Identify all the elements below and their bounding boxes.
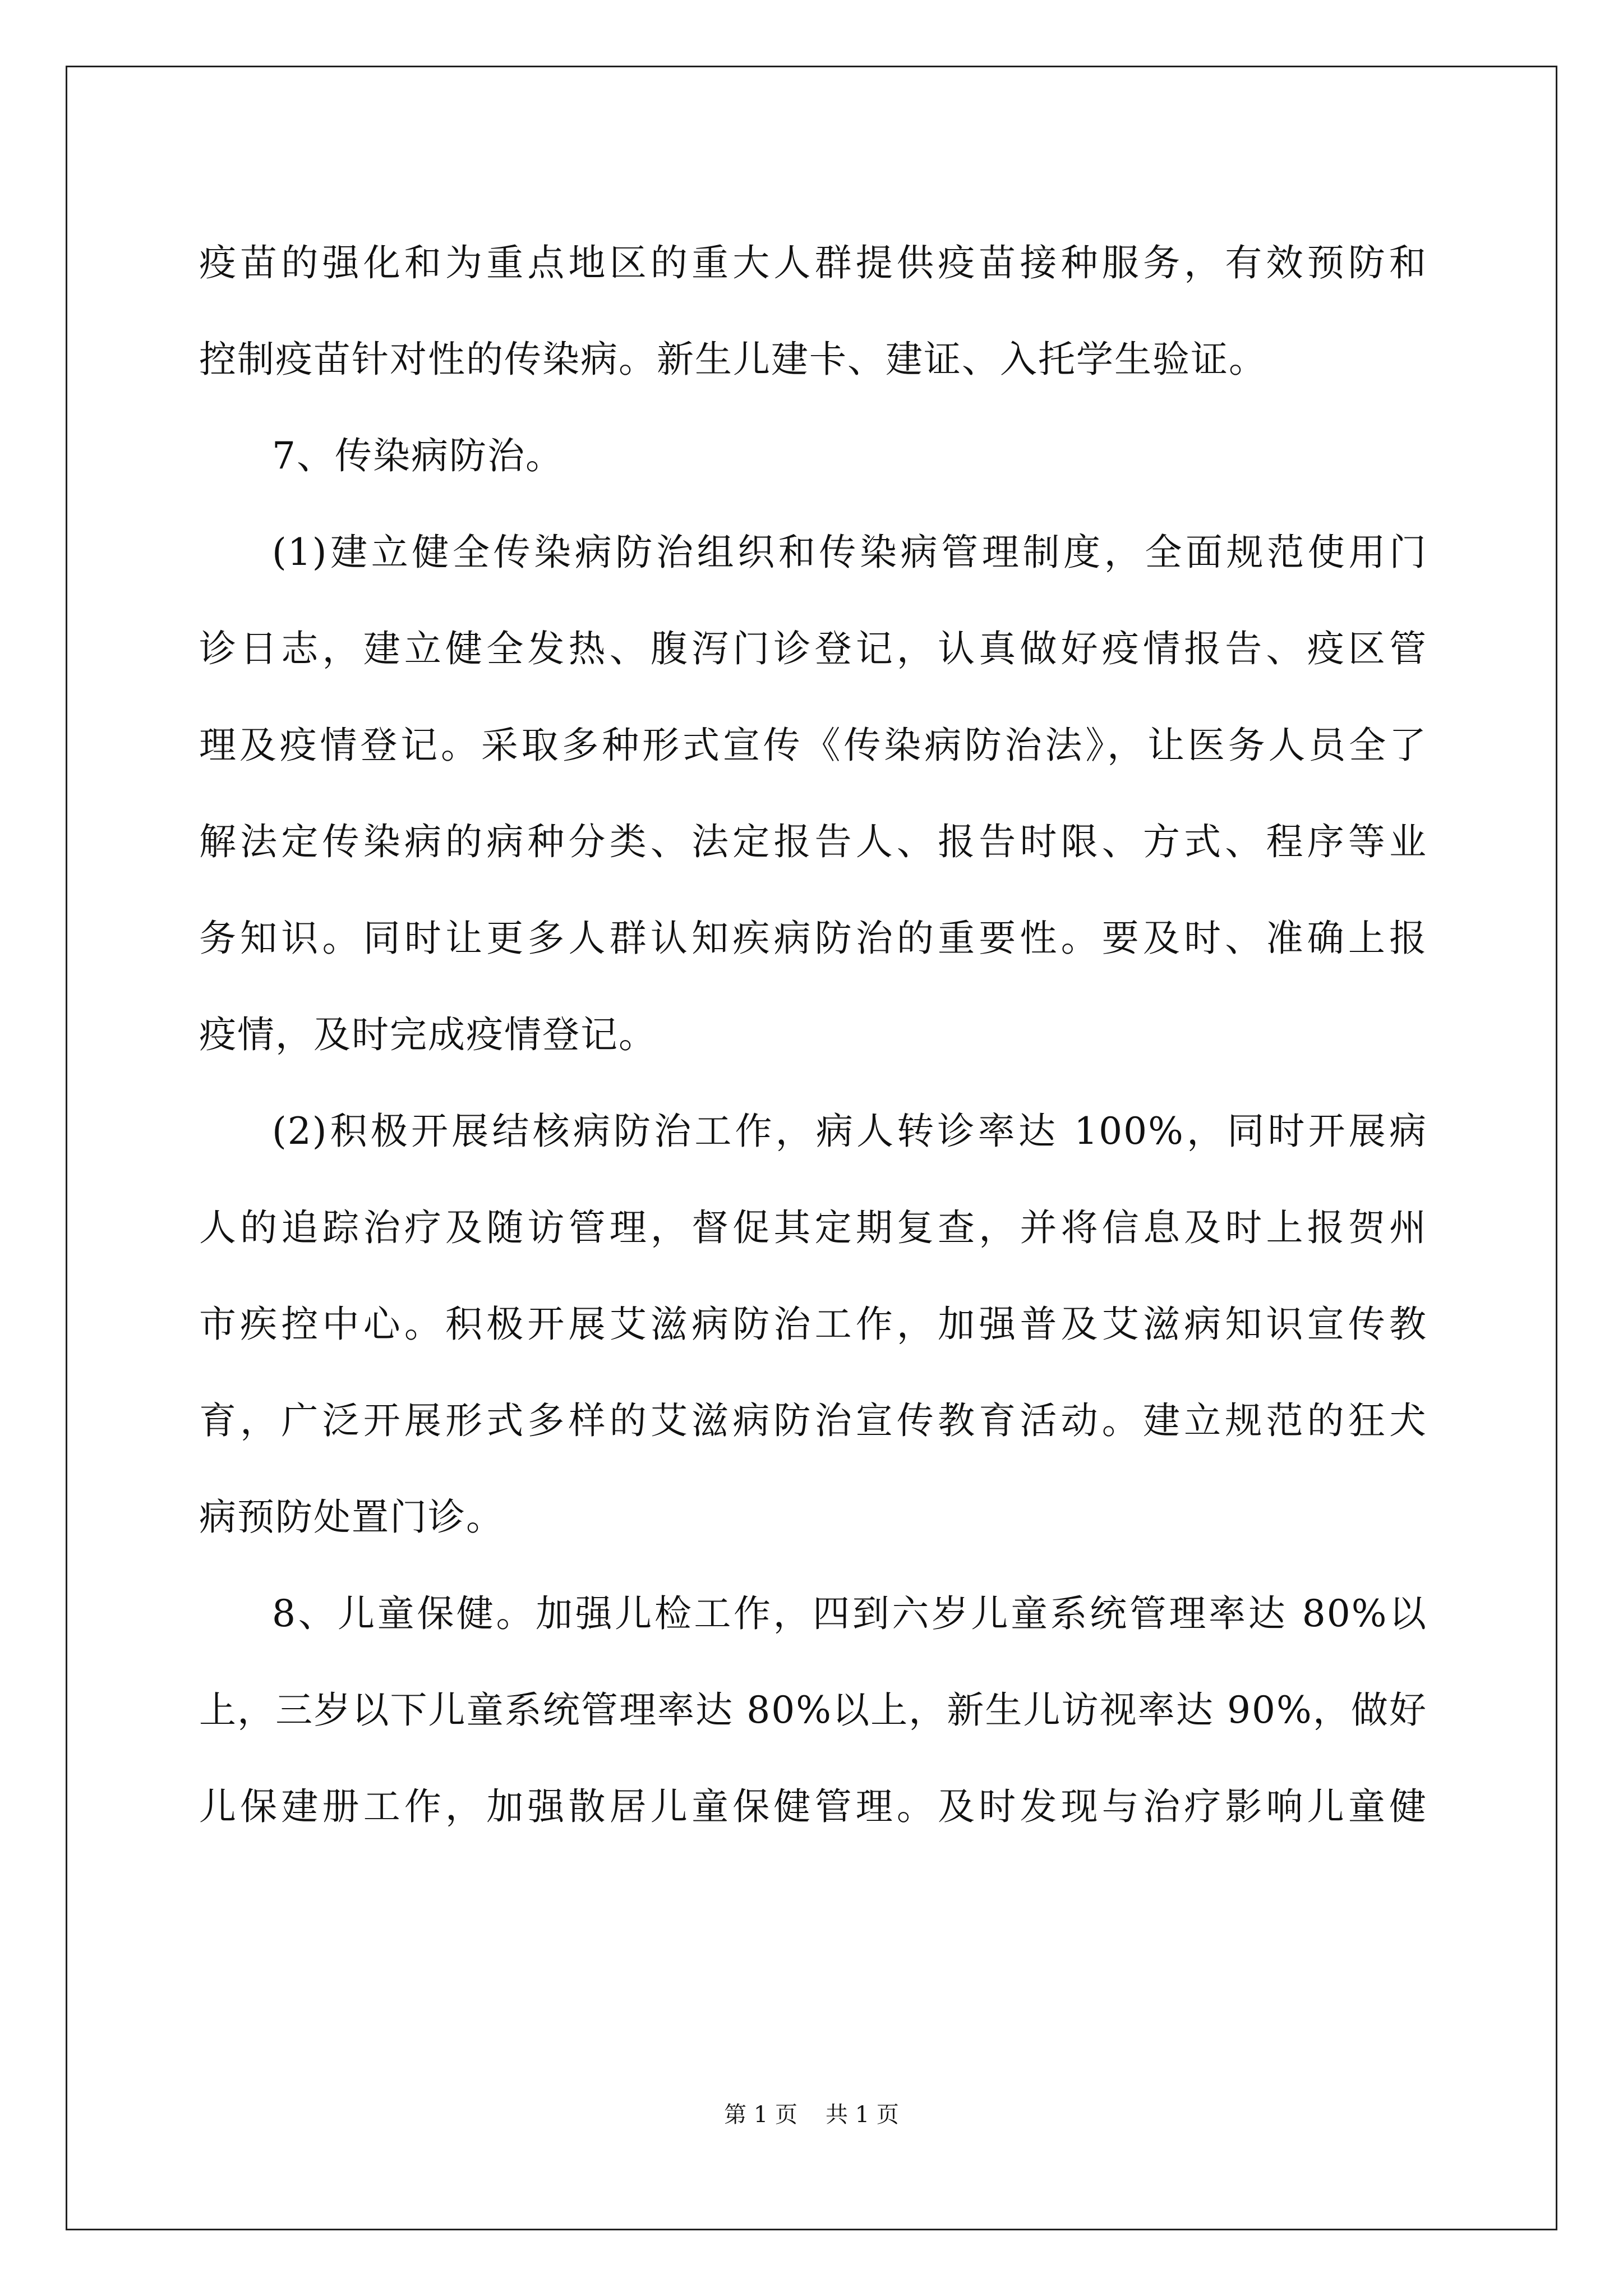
section-heading: 8、儿童保健。加强儿检工作，四到六岁儿童系统管理率达 80%以 <box>272 1592 1427 1635</box>
text-line: 病预防处置门诊。 <box>199 1496 504 1539</box>
document-body <box>199 215 1427 1855</box>
text-line: 务知识。同时让更多人群认知疾病防治的重要性。要及时、准确上报 <box>199 917 1427 960</box>
text-line: 控制疫苗针对性的传染病。新生儿建卡、建证、入托学生验证。 <box>199 338 1267 381</box>
page-number: 第 1 页 <box>724 2102 797 2128</box>
page-footer <box>0 2101 1623 2129</box>
text-line: 育，广泛开展形式多样的艾滋病防治宣传教育活动。建立规范的狂犬 <box>199 1399 1427 1442</box>
text-line: 疫情，及时完成疫情登记。 <box>199 1013 657 1056</box>
text-line: 解法定传染病的病种分类、法定报告人、报告时限、方式、程序等业 <box>199 820 1427 863</box>
page-total: 共 1 页 <box>826 2102 899 2128</box>
text-line: 儿保建册工作，加强散居儿童保健管理。及时发现与治疗影响儿童健 <box>199 1785 1427 1828</box>
text-line: 上，三岁以下儿童系统管理率达 80%以上，新生儿访视率达 90%，做好 <box>199 1688 1427 1732</box>
text-line: (2)积极开展结核病防治工作，病人转诊率达 100%，同时开展病 <box>272 1110 1427 1153</box>
text-line: 理及疫情登记。采取多种形式宣传《传染病防治法》，让医务人员全了 <box>199 724 1427 767</box>
text-line: 市疾控中心。积极开展艾滋病防治工作，加强普及艾滋病知识宣传教 <box>199 1303 1427 1346</box>
section-heading: 7、传染病防治。 <box>272 434 564 477</box>
text-line: 疫苗的强化和为重点地区的重大人群提供疫苗接种服务，有效预防和 <box>199 241 1427 284</box>
text-line: (1)建立健全传染病防治组织和传染病管理制度，全面规范使用门 <box>272 531 1427 574</box>
text-line: 人的追踪治疗及随访管理，督促其定期复查，并将信息及时上报贺州 <box>199 1206 1427 1249</box>
text-line: 诊日志，建立健全发热、腹泻门诊登记，认真做好疫情报告、疫区管 <box>199 627 1427 670</box>
